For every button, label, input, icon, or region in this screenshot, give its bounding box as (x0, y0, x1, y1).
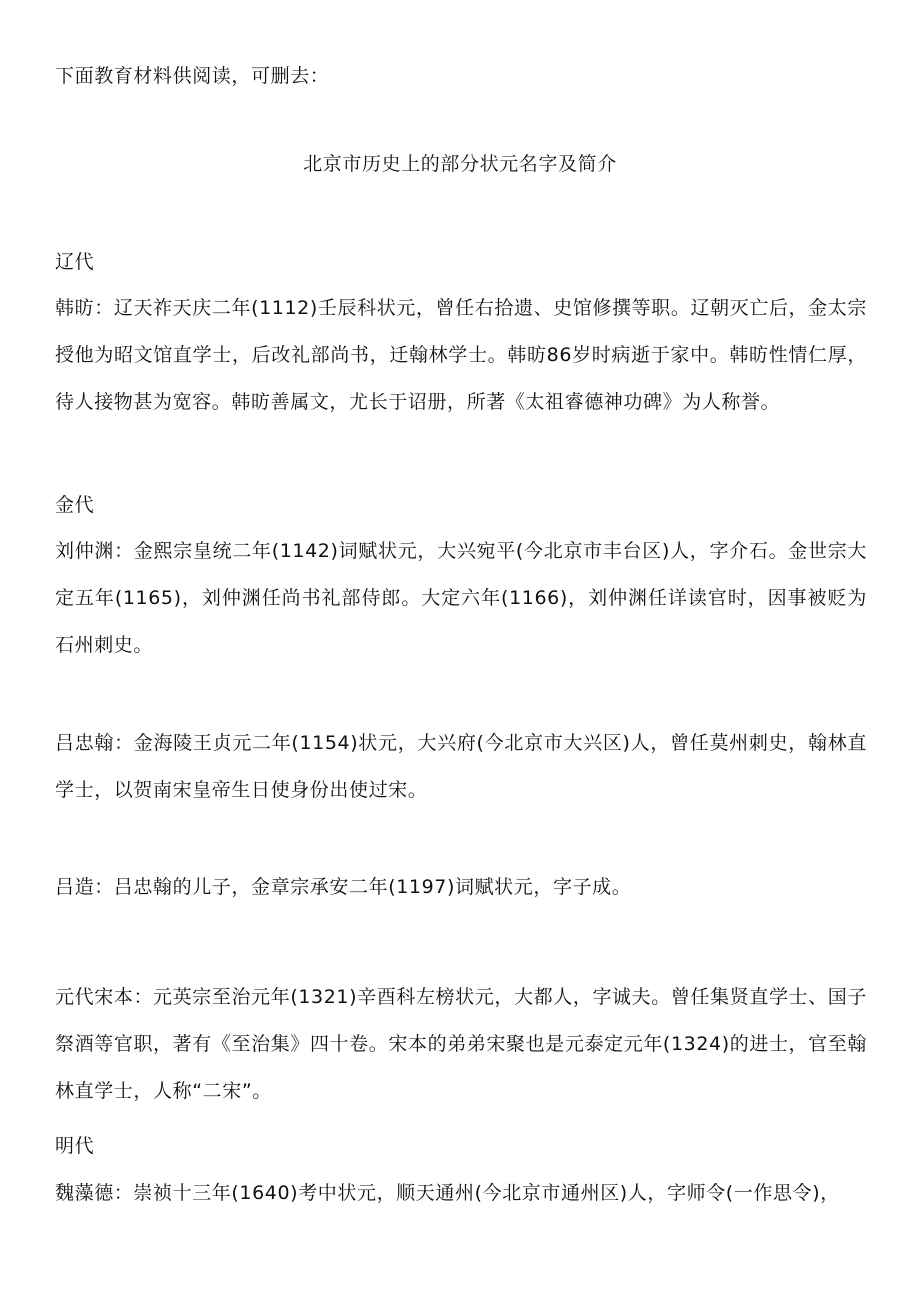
section-heading-liao: 辽代 (55, 251, 95, 273)
paragraph-lv-zao: 吕造：吕忠翰的儿子，金章宗承安二年(1197)词赋状元，字子成。 (55, 876, 632, 898)
section-heading-ming: 明代 (55, 1135, 95, 1157)
paragraph-han-fang: 韩昉：辽天祚天庆二年(1112)壬辰科状元，曾任右拾遗、史馆修撰等职。辽朝灭亡后，金太宗授他为昭文馆直学士，后改礼部尚书，迁翰林学士。韩昉86岁时病逝于家中。韩昉性情仁厚，待人接物甚为宽容。韩昉善属文，尤长于诏册，所著《太祖睿德神功碑》为人称誉。 (55, 297, 867, 413)
paragraph-lv-zhonghan: 吕忠翰：金海陵王贞元二年(1154)状元，大兴府(今北京市大兴区)人，曾任莫州刺史，翰林直学士，以贺南宋皇帝生日使身份出使过宋。 (55, 732, 867, 801)
paragraph-liu-zhongyuan: 刘仲渊：金熙宗皇统二年(1142)词赋状元，大兴宛平(今北京市丰台区)人，字介石。金世宗大定五年(1165)，刘仲渊任尚书礼部侍郎。大定六年(1166)，刘仲渊任详读官时，因事被贬为石州刺史。 (55, 540, 867, 656)
section-heading-jin: 金代 (55, 494, 95, 516)
paragraph-song-ben: 元代宋本：元英宗至治元年(1321)辛酉科左榜状元，大都人，字诚夫。曾任集贤直学士、国子祭酒等官职，著有《至治集》四十卷。宋本的弟弟宋聚也是元泰定元年(1324)的进士，官至翰林直学士，人称“二宋”。 (55, 986, 867, 1102)
intro-note: 下面教育材料供阅读，可删去： (55, 65, 330, 87)
document-title: 北京市历史上的部分状元名字及简介 (303, 153, 617, 175)
paragraph-wei-zaode: 魏藻德：崇祯十三年(1640)考中状元，顺天通州(今北京市通州区)人，字师令(一作思令)， (55, 1182, 840, 1204)
